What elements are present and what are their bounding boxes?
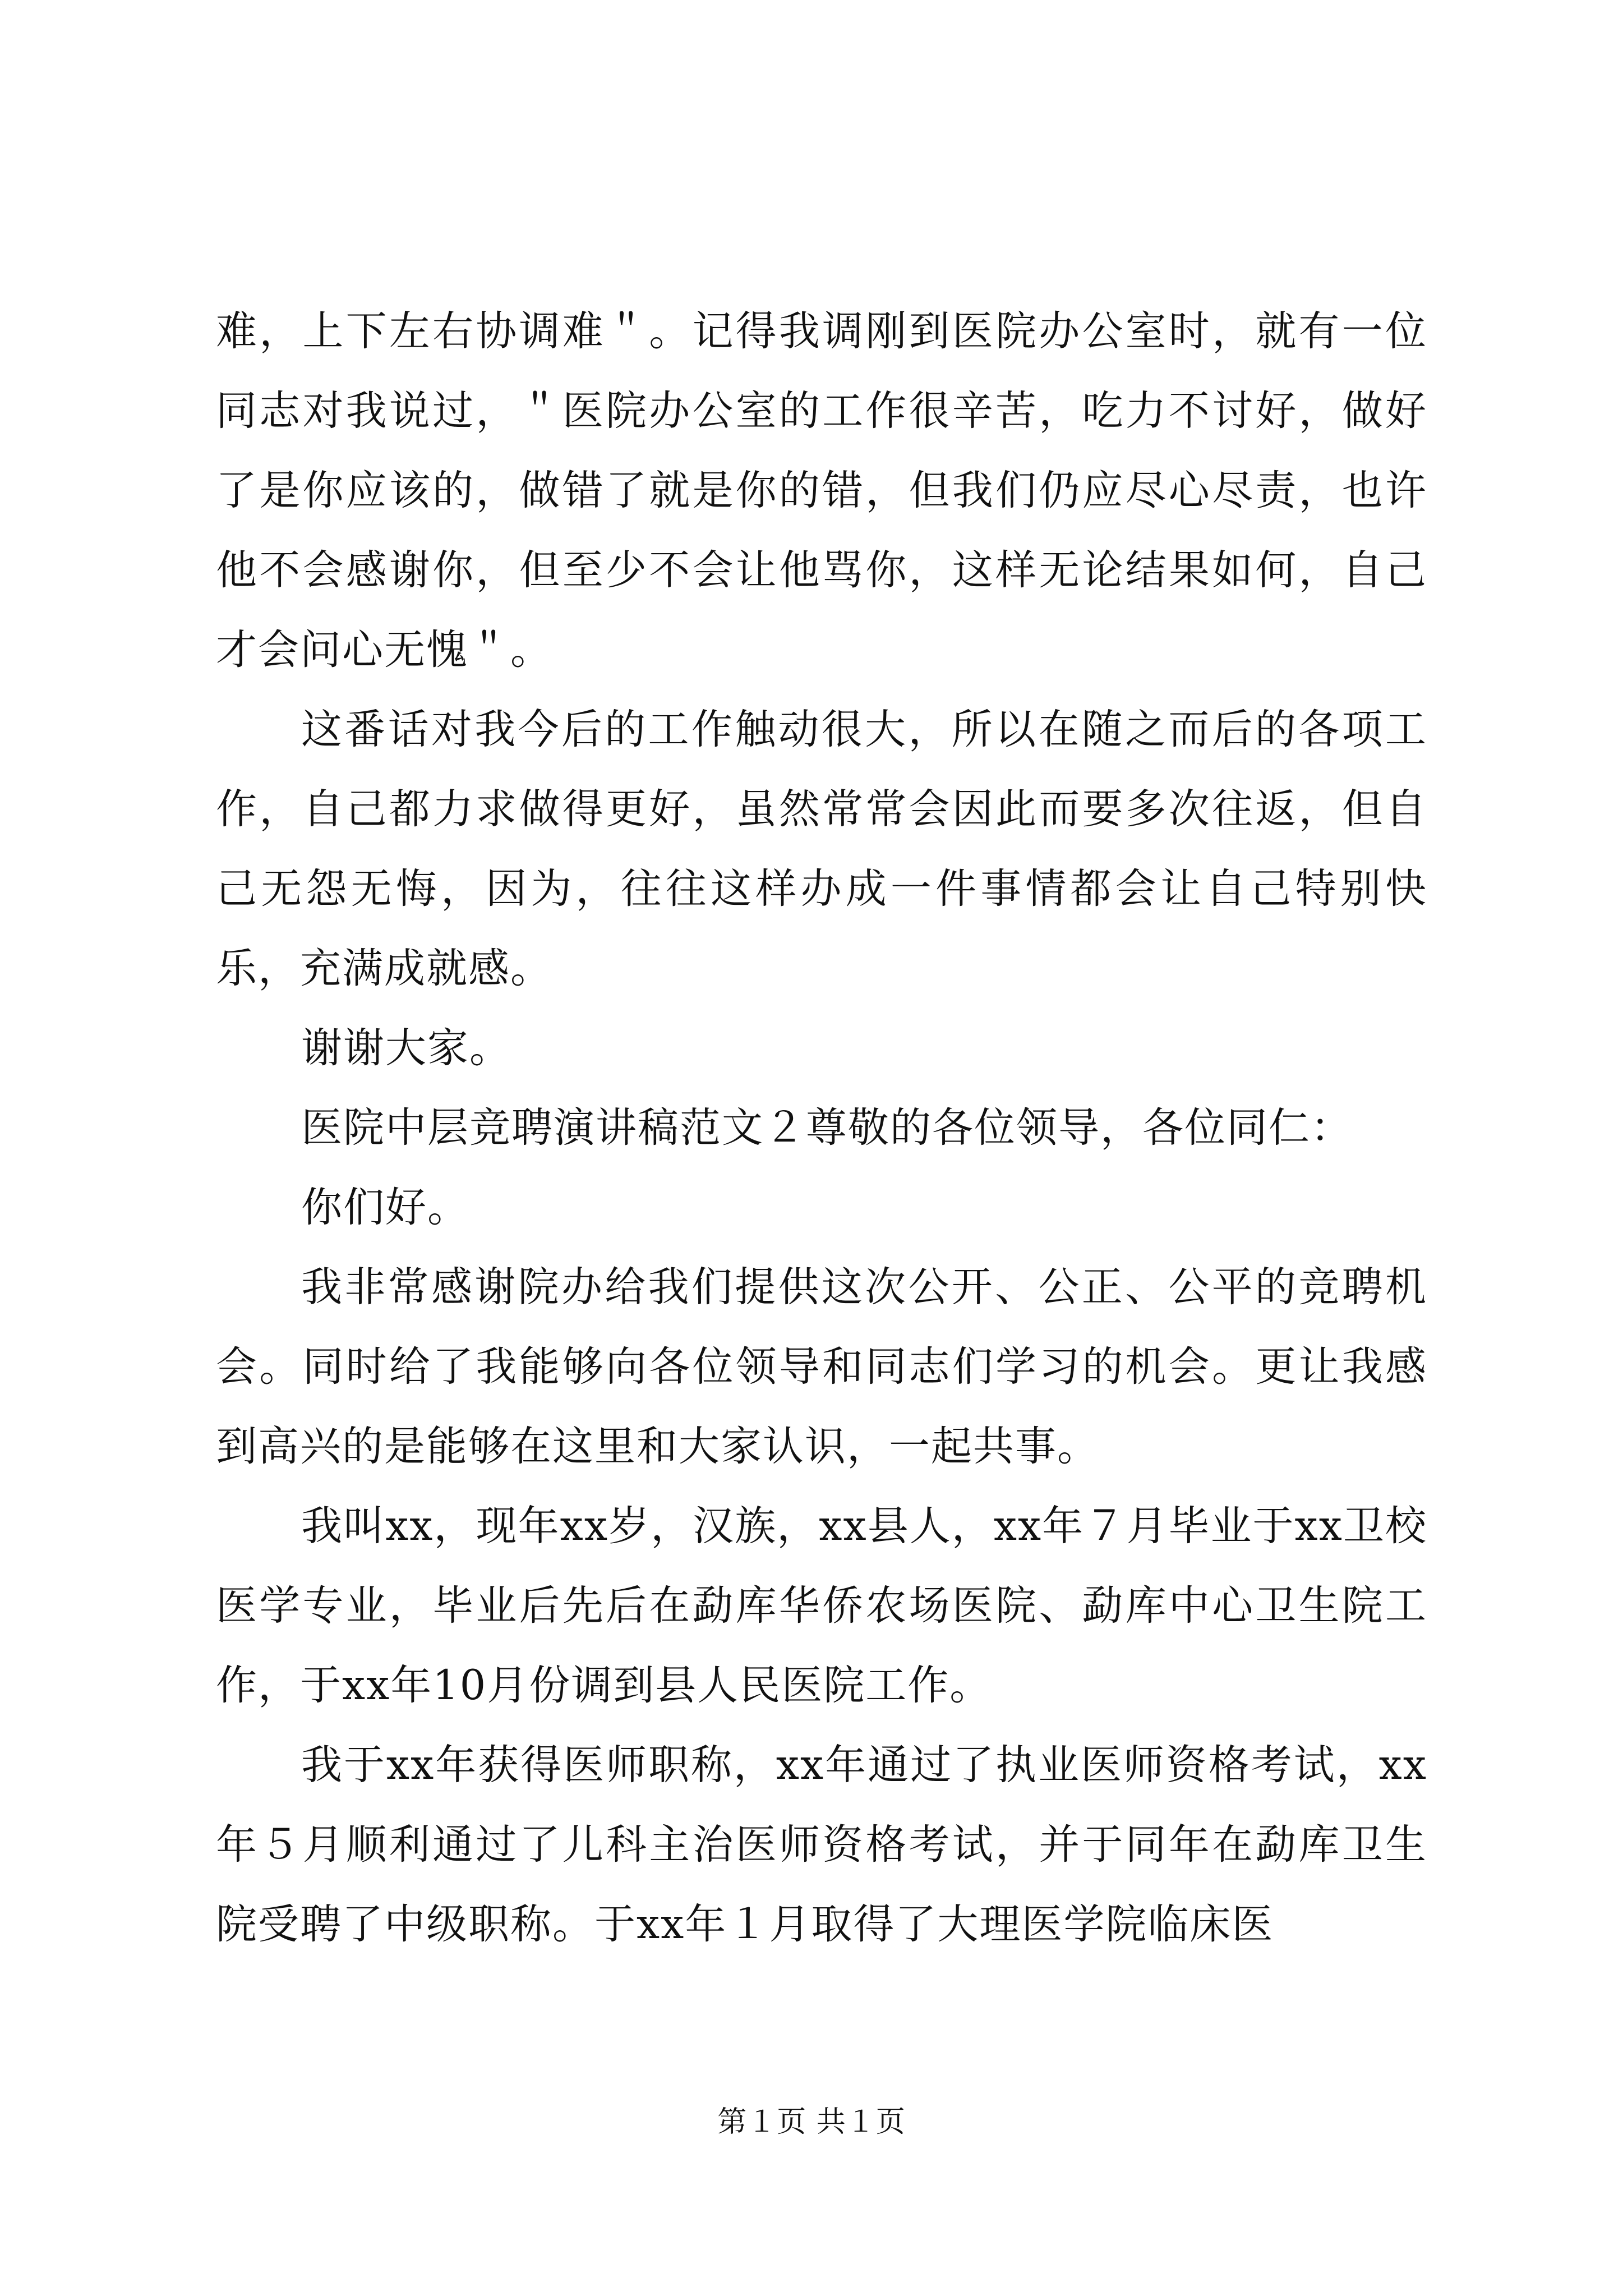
document-body (216, 292, 1427, 1964)
page-footer: 第１页 共１页 (717, 2105, 906, 2139)
paragraph-7: 我叫xx，现年xx岁，汉族，xx县人，xx年７月毕业于xx卫校医学专业，毕业后先后在勐库华侨农场医院、勐库中心卫生院工作，于xx年10月份调到县人民医院工作。 (216, 1502, 1427, 1709)
paragraph-2: 这番话对我今后的工作触动很大，所以在随之而后的各项工作，自己都力求做得更好，虽然常常会因此而要多次往返，但自己无怨无悔，因为，往往这样办成一件事情都会让自己特别快乐，充满成就感。 (216, 706, 1427, 992)
paragraph-3: 谢谢大家。 (301, 1024, 511, 1072)
paragraph-5: 你们好。 (301, 1184, 469, 1231)
paragraph-4: 医院中层竞聘演讲稿范文２尊敬的各位领导，各位同仁： (301, 1104, 1353, 1152)
paragraph-1: 难，上下左右协调难＂。记得我调刚到医院办公室时，就有一位同志对我说过，＂医院办公室的工作很辛苦，吃力不讨好，做好了是你应该的，做错了就是你的错，但我们仍应尽心尽责，也许他不会感谢你，但至少不会让他骂你，这样无论结果如何，自己才会问心无愧＂。 (216, 307, 1427, 674)
paragraph-8: 我于xx年获得医师职称，xx年通过了执业医师资格考试，xx年５月顺利通过了儿科主治医师资格考试，并于同年在勐库卫生院受聘了中级职称。于xx年１月取得了大理医学院临床医 (216, 1741, 1427, 1948)
paragraph-6: 我非常感谢院办给我们提供这次公开、公正、公平的竞聘机会。同时给了我能够向各位领导和同志们学习的机会。更让我感到高兴的是能够在这里和大家认识，一起共事。 (216, 1263, 1427, 1470)
